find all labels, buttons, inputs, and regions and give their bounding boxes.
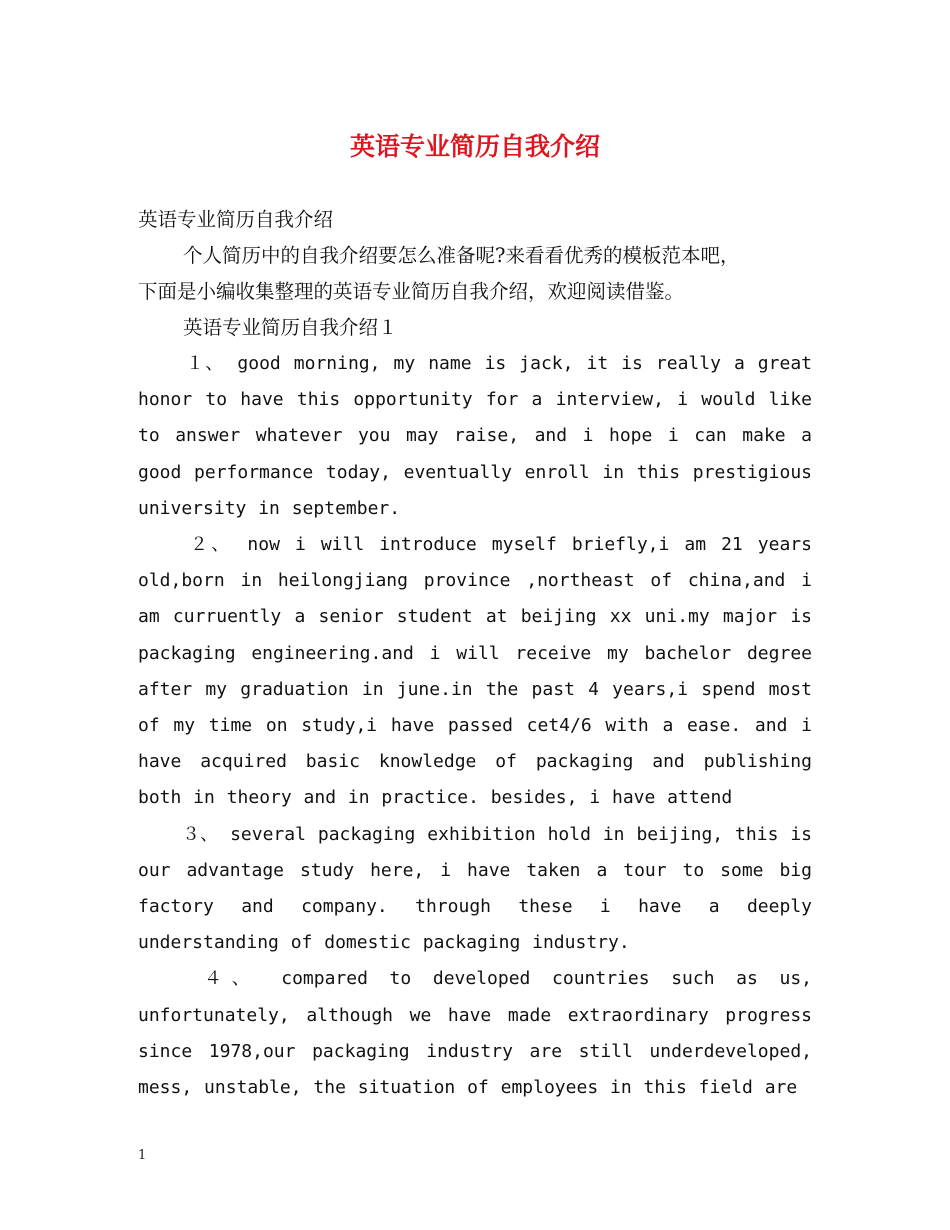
paragraph-1: １、 good morning, my name is jack, it is really a great honor to have this opportunity for a interview, i would like to answer whatever you may raise, and i hope i can make a good performance today, eventually enroll in this prestigious university in september.: [138, 353, 812, 519]
subheading: 英语专业简历自我介绍１: [183, 316, 398, 339]
paragraph-2: ２、 now i will introduce myself briefly,i am 21 years old,born in heilongjiang province ,northeast of china,and i am curruently a senior student at beijing xx uni.my major is packaging engineering.and i will receive my bachelor degree after my graduation in june.in the past 4 years,i spend most of my time on study,i have passed cet4/6 with a ease. and i have acquired basic knowledge of packaging and publishing both in theory and in practice. besides, i have attend: [138, 534, 812, 809]
page-number: 1: [138, 1148, 147, 1163]
paragraph-4: ４、 compared to developed countries such as us, unfortunately, although we have made extraordinary progress since 1978,our packaging industry are still underdeveloped, mess, unstable, the situation of employees in this field are: [138, 968, 812, 1099]
intro-line-2: 下面是小编收集整理的英语专业简历自我介绍，欢迎阅读借鉴。: [138, 280, 685, 303]
document-body: [138, 202, 812, 1106]
heading-line: 英语专业简历自我介绍: [138, 208, 334, 231]
intro-line-1: 个人简历中的自我介绍要怎么准备呢?来看看优秀的模板范本吧，: [183, 244, 740, 267]
paragraph-3: ３、 several packaging exhibition hold in beijing, this is our advantage study here, i have taken a tour to some big factory and company. through these i have a deeply understanding of domestic packaging industry.: [138, 823, 812, 954]
document-title: 英语专业简历自我介绍: [349, 132, 600, 161]
